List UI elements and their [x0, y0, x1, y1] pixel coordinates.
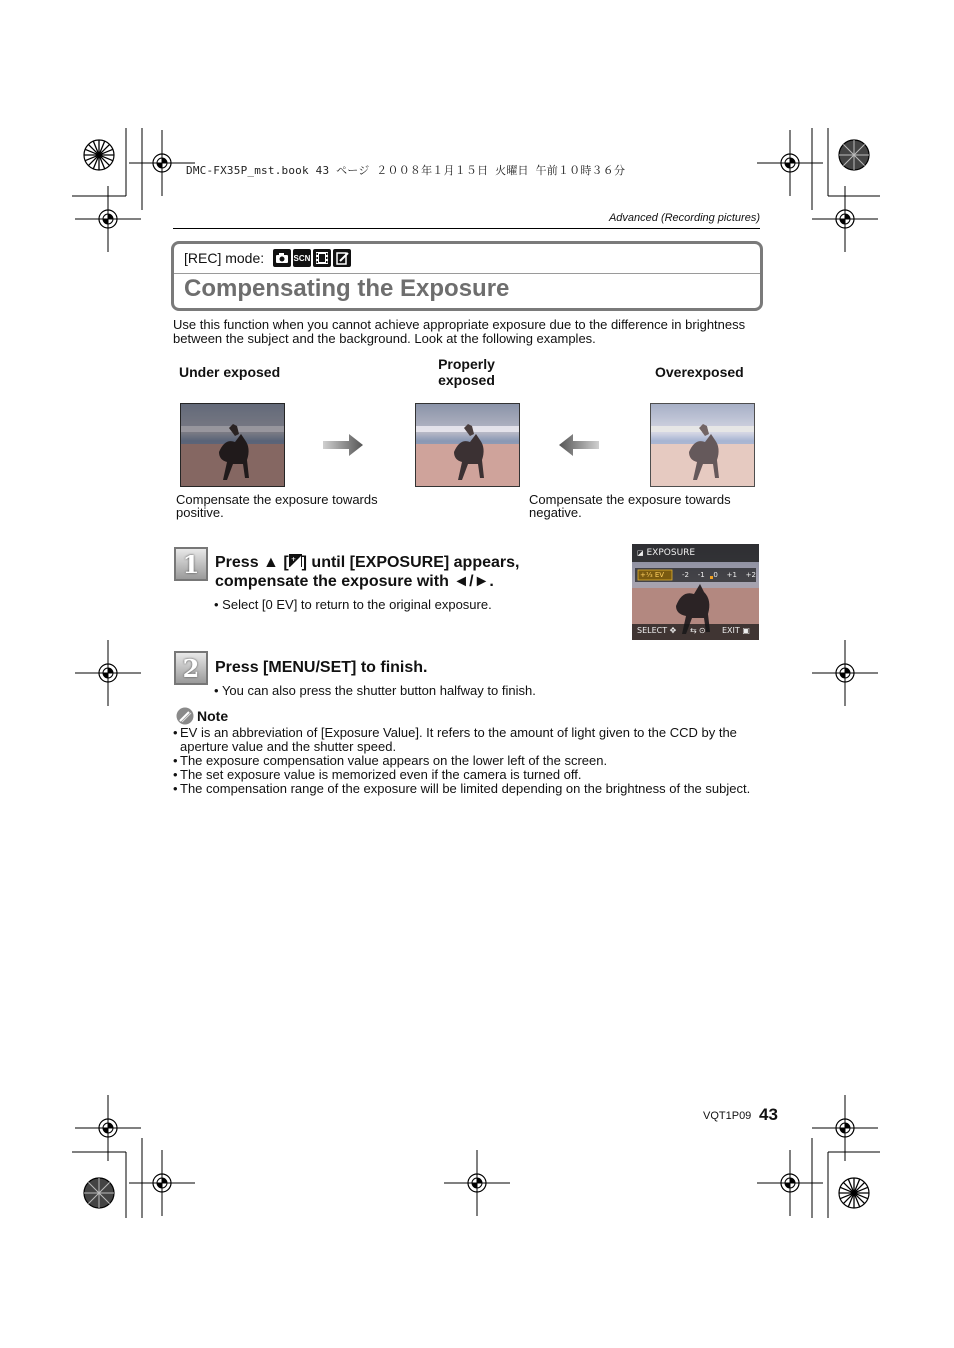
properly-exposed-label: Properly exposed	[438, 356, 495, 388]
registration-star-icon	[839, 1178, 869, 1208]
lcd-menu-title: ◪ EXPOSURE	[637, 548, 696, 558]
registration-star-icon	[839, 140, 869, 170]
intro-paragraph: Use this function when you cannot achieve appropriate exposure due to the difference in brightness between the subject and the background. Look at the following examples.	[173, 317, 746, 346]
mode-icons	[273, 249, 351, 267]
step-2-title: Press [MENU/SET] to finish.	[215, 659, 428, 676]
registration-star-icon	[84, 1178, 114, 1208]
page-number: 43	[759, 1105, 778, 1124]
header-divider	[173, 228, 760, 229]
registration-cross-icon	[75, 640, 141, 706]
registration-cross-icon	[444, 1150, 510, 1216]
note-item: • The exposure compensation value appears on the lower left of the screen.	[173, 754, 763, 768]
camera-mode-icon	[273, 249, 291, 267]
note-list	[173, 726, 763, 796]
properly-exposed-photo	[415, 403, 520, 487]
lcd-ev-scale: -2 -1 0 +1 +2	[682, 571, 756, 579]
note-item: • EV is an abbreviation of [Exposure Value]. It refers to the amount of light given to the CCD by the aperture value and the shutter speed.	[173, 726, 763, 754]
section-label: Advanced (Recording pictures)	[608, 212, 760, 224]
clipboard-mode-icon	[333, 249, 351, 267]
note-item: • The compensation range of the exposure will be limited depending on the brightness of the subject.	[173, 782, 763, 796]
camera-lcd-screen	[632, 544, 759, 640]
registration-cross-icon	[129, 1150, 195, 1216]
page-title: Compensating the Exposure	[184, 275, 510, 302]
scene-mode-icon: SCN	[293, 249, 311, 267]
note-heading: Note	[176, 707, 228, 725]
dpad-icon: ✥	[669, 626, 677, 635]
step-2-number: 2	[174, 651, 208, 685]
model-code: VQT1P09	[703, 1110, 752, 1122]
print-info: DMC-FX35P_mst.book 43 ページ ２００８年１月１５日 火曜日 午前１０時３６分	[186, 164, 626, 177]
lcd-ev-value: +⅓ EV	[640, 571, 665, 579]
registration-cross-icon	[812, 640, 878, 706]
note-icon	[176, 707, 194, 725]
registration-star-icon	[84, 140, 114, 170]
overexposed-label: Overexposed	[655, 364, 744, 380]
note-item: • The set exposure value is memorized even if the camera is turned off.	[173, 768, 763, 782]
over-caption: Compensate the exposure towards negative.	[529, 492, 731, 520]
under-exposed-label: Under exposed	[179, 364, 281, 380]
right-arrow-icon	[323, 433, 365, 457]
registration-cross-icon	[812, 1095, 878, 1161]
under-caption: Compensate the exposure towards positive.	[176, 492, 378, 520]
registration-cross-icon	[757, 1150, 823, 1216]
rec-mode-label: [REC] mode:	[184, 250, 265, 266]
exposure-small-icon: ◪	[637, 549, 644, 557]
title-box	[171, 241, 763, 311]
lcd-set-icon: ⇆ ⊙	[690, 626, 706, 635]
under-exposed-photo	[180, 403, 285, 487]
lcd-exit-label: EXIT ▣	[722, 626, 750, 635]
left-arrow-icon	[557, 433, 599, 457]
motion-picture-icon	[313, 249, 331, 267]
svg-text:+: +	[290, 556, 296, 563]
overexposed-photo	[650, 403, 755, 487]
step-1-bullet: • Select [0 EV] to return to the original exposure.	[214, 597, 492, 612]
exposure-icon	[289, 554, 302, 567]
step-1-title: Press ▲ [ + ] until [EXPOSURE] appears, compensate the exposure with ◄/►.	[215, 554, 520, 590]
step-1-number: 1	[174, 547, 208, 581]
registration-cross-icon	[75, 1095, 141, 1161]
rec-mode-row	[174, 244, 760, 274]
registration-cross-icon	[757, 130, 823, 196]
menu-button-icon: ▣	[742, 626, 750, 635]
step-2-bullet: • You can also press the shutter button halfway to finish.	[214, 683, 536, 698]
lcd-select-label: SELECT ✥	[637, 626, 677, 635]
